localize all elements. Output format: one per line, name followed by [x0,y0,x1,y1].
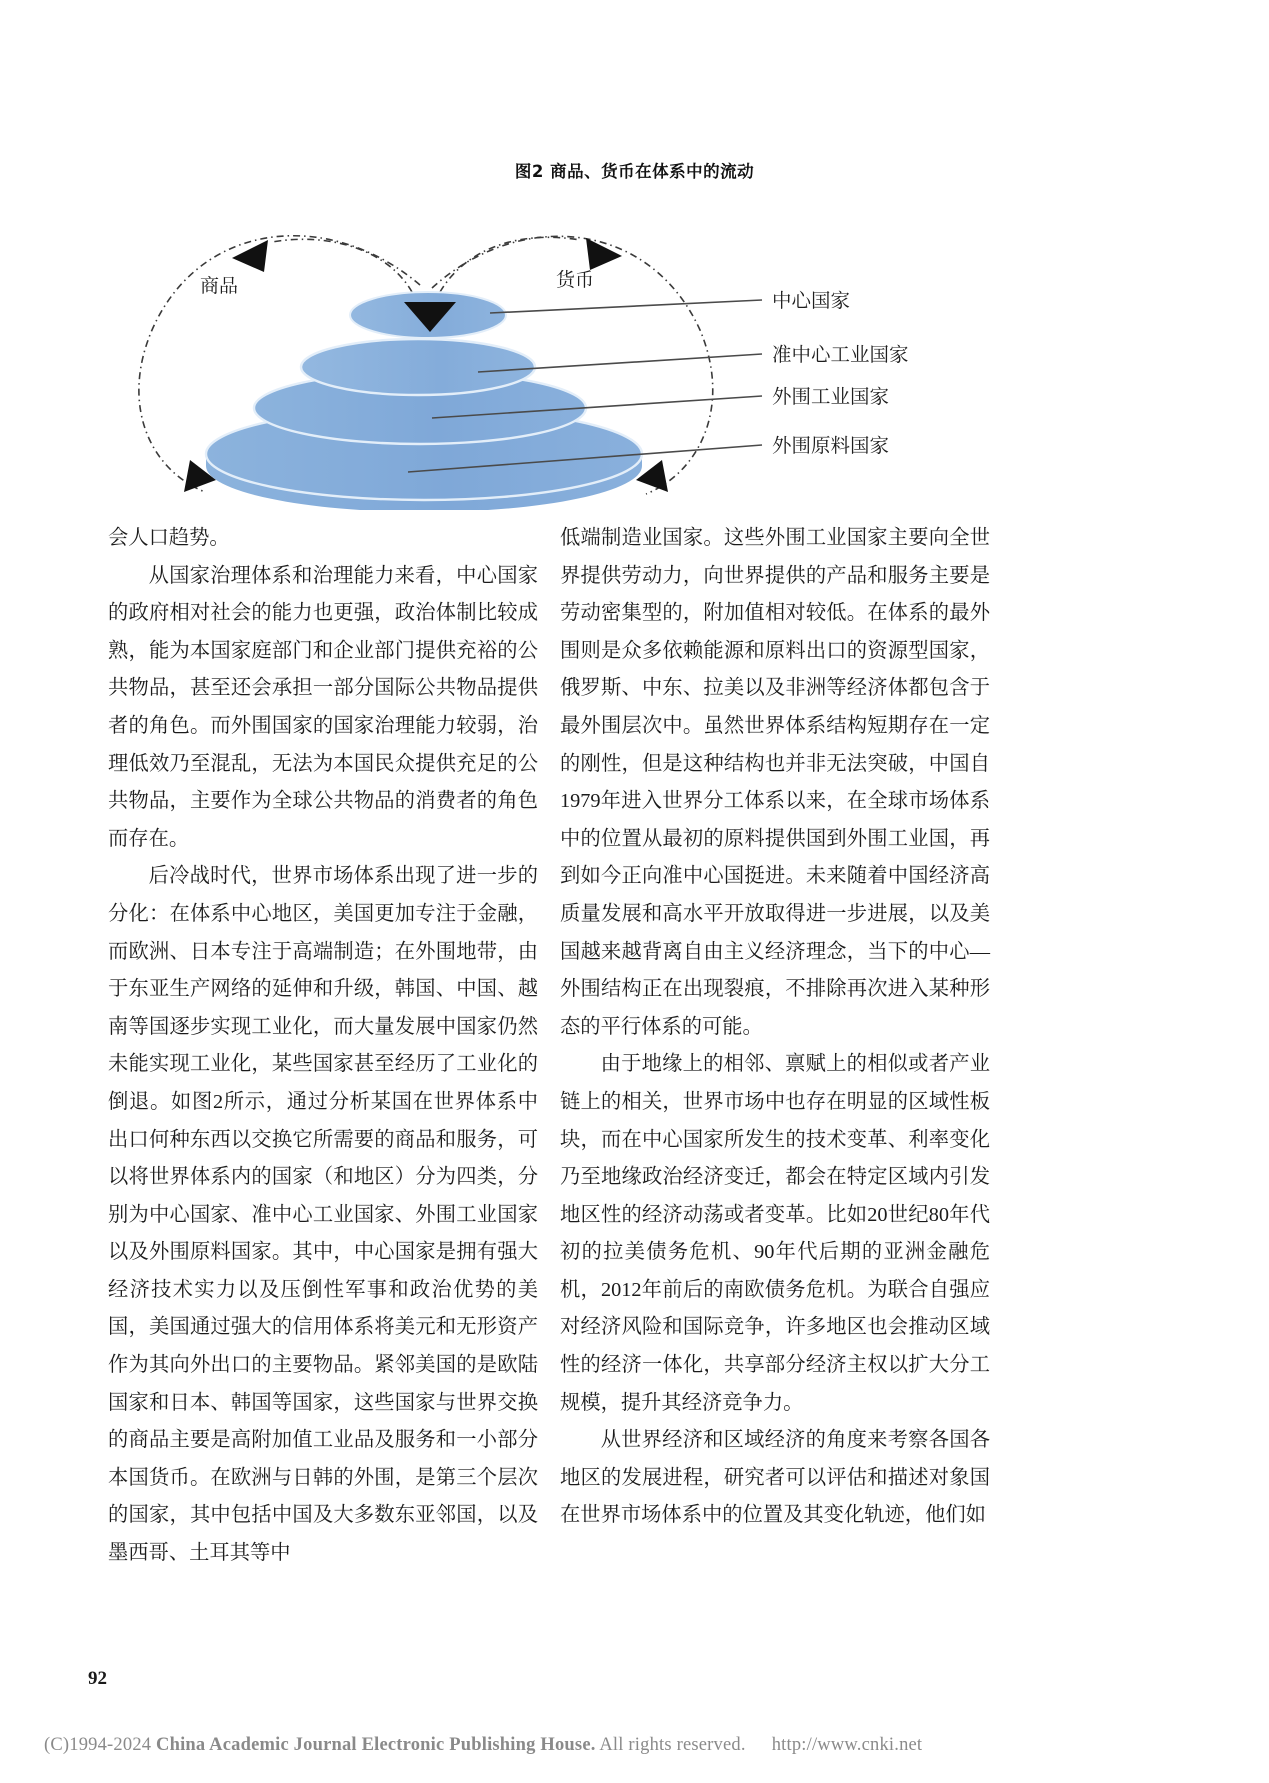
tier-label-core: 中心国家 [772,289,851,312]
body-text-area [0,520,1269,1620]
flow-label-money: 货币 [556,269,595,291]
paragraph: 从世界经济和区域经济的角度来考察各国各地区的发展进程，研究者可以评估和描述对象国在世界市场体系中的位置及其变化轨迹，他们如 [560,1429,990,1527]
goods-arrowhead-icon [232,240,268,272]
copyright-notice [44,1735,1224,1756]
tier-label-semi-core-industrial: 准中心工业国家 [772,343,909,366]
paragraph: 低端制造业国家。这些外围工业国家主要向全世界提供劳动力，向世界提供的产品和服务主要是劳动密集型的，附加值相对较低。在体系的最外围则是众多依赖能源和原料出口的资源型国家，俄罗斯、中东、拉美以及非洲等经济体都包含于最外围层次中。虽然世界体系结构短期存在一定的刚性，但是这种结构也并非无法突破，中国自1979年进入世界分工体系以来，在全球市场体系中的位置从最初的原料提供国到外围工业国，再到如今正向准中心国挺进。未来随着中国经济高质量发展和高水平开放取得进一步进展，以及美国越来越背离自由主义经济理念，当下的中心—外围结构正在出现裂痕，不排除再次进入某种形态的平行体系的可能。 [560,527,990,1038]
paragraph: 会人口趋势。 [108,527,230,549]
body-column-left [108,520,538,1573]
figure-canvas [0,180,1269,510]
copyright-brand: China Academic Journal Electronic Publishing House. [156,1735,596,1755]
figure-title: 图2 商品、货币在体系中的流动 [514,162,755,181]
tier-label-peripheral-raw-material: 外围原料国家 [772,434,890,457]
copyright-prefix: (C)1994-2024 [44,1735,157,1755]
copyright-rights: All rights reserved. [595,1735,746,1755]
body-column-right [560,520,990,1535]
figure-block [0,150,1269,510]
tier-label-peripheral-industrial: 外围工业国家 [772,385,890,408]
paragraph: 由于地缘上的相邻、禀赋上的相似或者产业链上的相关，世界市场中也存在明显的区域性板块，而在中心国家所发生的技术变革、利率变化乃至地缘政治经济变迁，都会在特定区域内引发地区性的经济动荡或者变革。比如20世纪80年代初的拉美债务危机、90年代后期的亚洲金融危机，2012年前后的南欧债务危机。为联合自强应对经济风险和国际竞争，许多地区也会推动区域性的经济一体化，共享部分经济主权以扩大分工规模，提升其经济竞争力。 [560,1053,990,1414]
flow-label-goods: 商品 [200,275,239,297]
copyright-url[interactable]: http://www.cnki.net [771,1735,923,1755]
paragraph: 从国家治理体系和治理能力来看，中心国家的政府相对社会的能力也更强，政治体制比较成熟，能为本国家庭部门和企业部门提供充裕的公共物品，甚至还会承担一部分国际公共物品提供者的角色。而外围国家的国家治理能力较弱，治理低效乃至混乱，无法为本国民众提供充足的公共物品，主要作为全球公共物品的消费者的角色而存在。 [108,564,538,850]
page-number: 92 [88,1668,107,1689]
leader-line-core [490,300,762,313]
goods-flow-arc-inner [272,239,412,292]
paragraph: 后冷战时代，世界市场体系出现了进一步的分化：在体系中心地区，美国更加专注于金融，而欧洲、日本专注于高端制造；在外围地带，由于东亚生产网络的延伸和升级，韩国、中国、越南等国逐步实现工业化，而大量发展中国家仍然未能实现工业化，某些国家甚至经历了工业化的倒退。如图2所示，通过分析某国在世界体系中出口何种东西以交换它所需要的商品和服务，可以将世界体系内的国家（和地区）分为四类，分别为中心国家、准中心工业国家、外围工业国家以及外围原料国家。其中，中心国家是拥有强大经济技术实力以及压倒性军事和政治优势的美国，美国通过强大的信用体系将美元和无形资产作为其向外出口的主要物品。紧邻美国的是欧陆国家和日本、韩国等国家，这些国家与世界交换的商品主要是高附加值工业品及服务和一小部分本国货币。在欧洲与日韩的外围，是第三个层次的国家，其中包括中国及大多数东亚邻国，以及墨西哥、土耳其等中 [108,865,538,1565]
tier-semi-core-industrial-shape [301,339,535,395]
